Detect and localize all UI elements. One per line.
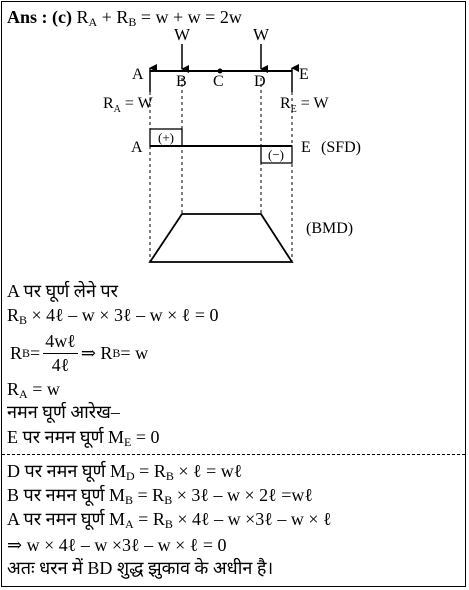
load-right-label: W: [252, 25, 270, 44]
line-moment-d: D पर नमन घूर्ण $M_D = R_B$ × ℓ = wℓ: [7, 461, 243, 483]
point-e-label: E: [299, 66, 309, 83]
point-b-label: B: [176, 73, 187, 90]
bmd-shape: [150, 214, 292, 262]
line-moment-a-result: ⇒ w × 4ℓ – w ×3ℓ – w × ℓ = 0: [7, 535, 227, 555]
line-moment-at-a: A पर घूर्ण लेने पर: [7, 281, 119, 301]
sfd-minus-label: (−): [268, 147, 284, 162]
line-conclusion: अतः धरन में BD शुद्ध झुकाव के अधीन है।: [7, 558, 274, 578]
sfd-left-label: A: [131, 139, 143, 156]
sfd-right-label: E: [301, 139, 311, 156]
answer-equation: $R_A + R_B = w + w = 2w$: [76, 7, 242, 29]
reaction-a-label: $R_A = W$: [103, 95, 153, 115]
sfd-plus-label: (+): [158, 130, 174, 145]
point-d-label: D: [254, 73, 266, 90]
answer-prefix: Ans : (c): [7, 7, 72, 27]
line-moment-a: A पर नमन घूर्ण $M_A = R_B$ × 4ℓ – w ×3ℓ – w × ℓ: [7, 509, 332, 531]
fraction: $\frac{\text{4wℓ}}{\text{4ℓ}}$: [45, 331, 76, 375]
line-moment-b: B पर नमन घूर्ण $M_B = R_B$ × 3ℓ – w × 2ℓ =wℓ: [7, 485, 314, 507]
line-moment-e: E पर नमन घूर्ण $M_E = 0$: [7, 427, 160, 449]
beam-diagram: [0, 0, 469, 280]
line-moment-equation: $R_B$ × 4ℓ – w × 3ℓ – w × ℓ = 0: [7, 305, 219, 327]
section-divider: [2, 454, 465, 455]
point-c-label: C: [213, 73, 224, 90]
line-ra: $R_A = w$: [7, 379, 60, 401]
sfd-title: (SFD): [321, 139, 362, 156]
line-bmd-heading: नमन घूर्ण आरेख–: [7, 402, 120, 422]
load-left-label: W: [173, 25, 191, 44]
reaction-e-label: $R_E = W$: [280, 95, 329, 115]
bmd-title: (BMD): [306, 220, 354, 237]
point-a-label: A: [132, 66, 144, 83]
line-rb-fraction: R B = $\frac{\text{4wℓ}}{\text{4ℓ}}$ ⇒ R B = w: [10, 331, 149, 375]
